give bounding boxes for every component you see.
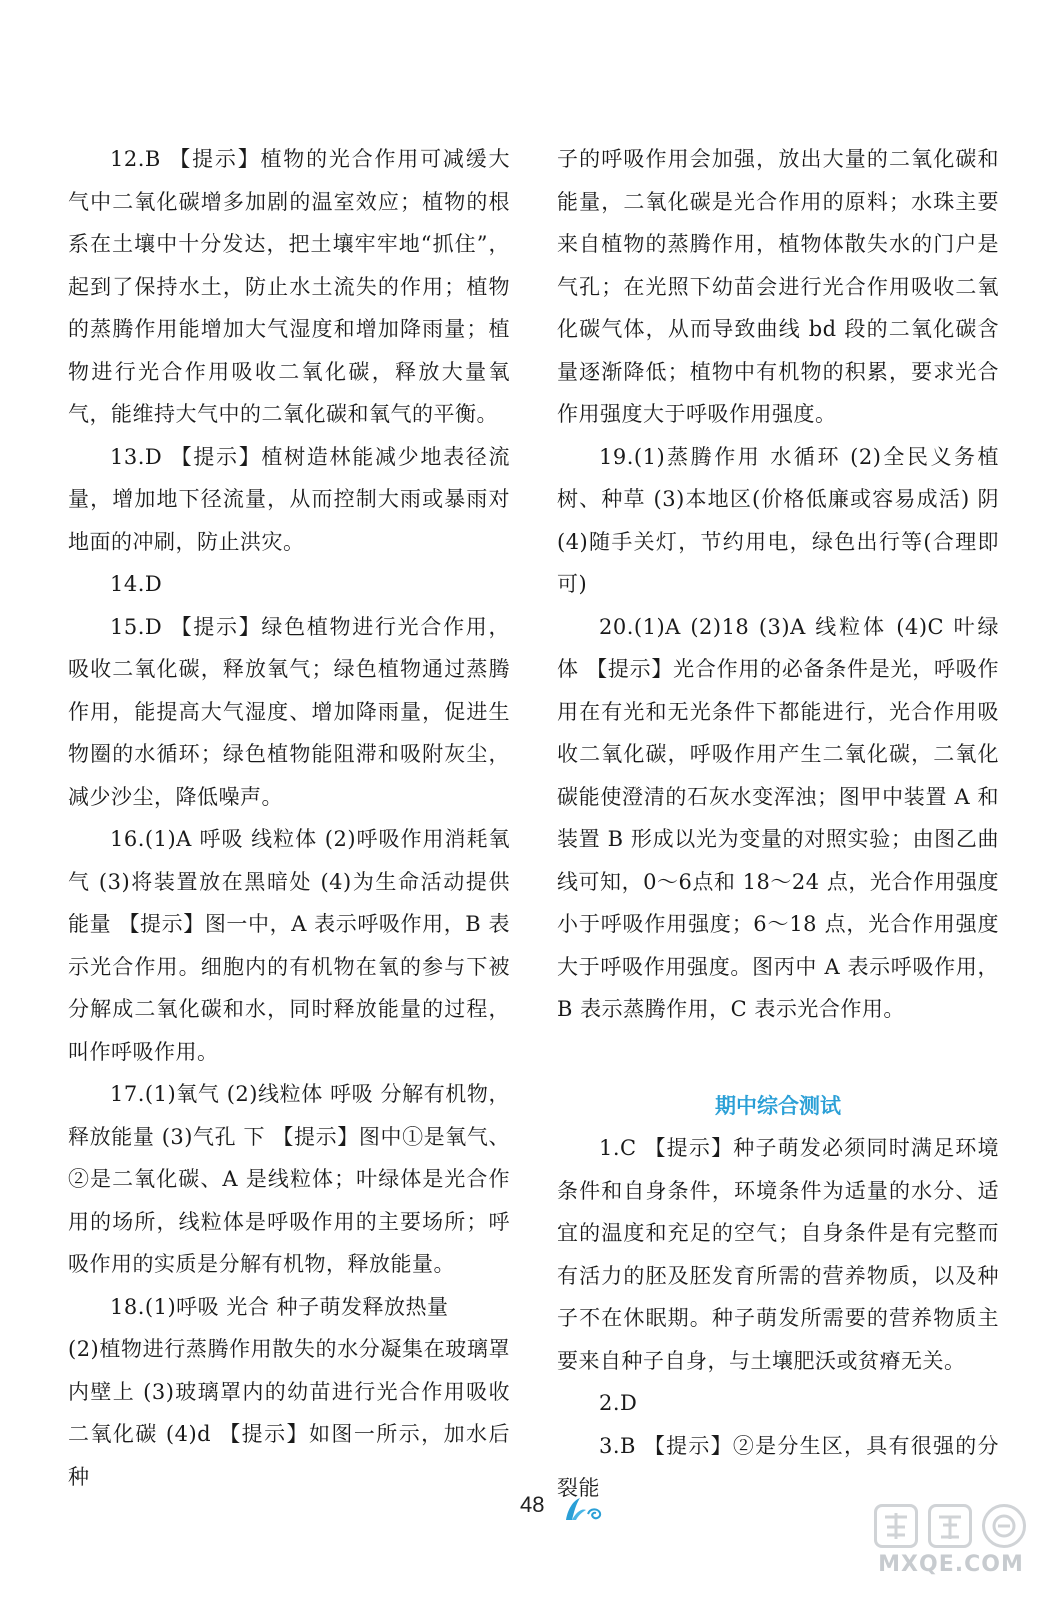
leaf-swirl-icon — [562, 1494, 604, 1524]
left-column — [68, 138, 510, 1498]
answer-17: 17.(1)氧气 (2)线粒体 呼吸 分解有机物，释放能量 (3)气孔 下 【提示】图中①是氧气、②是二氧化碳、A 是线粒体；叶绿体是光合作用的场所，线粒体是呼吸作用的主要场所；呼吸作用的实质是分解有机物，释放能量。 — [68, 1082, 510, 1276]
section-title: 期中综合测试 — [715, 1094, 841, 1118]
watermark-box — [874, 1504, 918, 1548]
answer-16: 16.(1)A 呼吸 线粒体 (2)呼吸作用消耗氧气 (3)将装置放在黑暗处 (4)为生命活动提供能量 【提示】图一中，A 表示呼吸作用，B 表示光合作用。细胞内的有机物在氧的参与下被分解成二氧化碳和水，同时释放能量的过程，叫作呼吸作用。 — [68, 827, 510, 1064]
answer-18-continued: (2)植物进行蒸腾作用散失的水分凝集在玻璃罩内壁上 (3)玻璃罩内的幼苗进行光合作用吸收二氧化碳 (4)d 【提示】如图一所示，加水后种 — [68, 1337, 510, 1489]
answer-18: 18.(1)呼吸 光合 种子萌发释放热量 — [110, 1294, 449, 1319]
midterm-answer-2: 2.D — [599, 1391, 638, 1415]
answer-19: 19.(1)蒸腾作用 水循环 (2)全民义务植树、种草 (3)本地区(价格低廉或容易成活) 阴 (4)随手关灯，节约用电，绿色出行等(合理即可) — [557, 444, 999, 596]
watermark-glyph-icon — [877, 1507, 915, 1545]
page-number: 48 — [520, 1492, 545, 1517]
midterm-answer-1: 1.C 【提示】种子萌发必须同时满足环境条件和自身条件，环境条件为适量的水分、适宜的温度和充足的空气；自身条件是有完整而有活力的胚及胚发育所需的营养物质，以及种子不在休眠期。种子萌发所需要的营养物质主要来自种子自身，与土壤肥沃或贫瘠无关。 — [557, 1136, 999, 1373]
right-column — [557, 138, 999, 1031]
answer-14: 14.D — [110, 572, 163, 596]
watermark — [866, 1498, 1036, 1584]
answer-13: 13.D 【提示】植树造林能减少地表径流量，增加地下径流量，从而控制大雨或暴雨对地面的冲刷，防止洪灾。 — [68, 444, 510, 554]
answer-15: 15.D 【提示】绿色植物进行光合作用，吸收二氧化碳，释放氧气；绿色植物通过蒸腾作用，能提高大气湿度、增加降雨量，促进生物圈的水循环；绿色植物能阻滞和吸附灰尘，减少沙尘，降低噪声。 — [68, 614, 510, 809]
answer-12: 12.B 【提示】植物的光合作用可减缓大气中二氧化碳增多加剧的温室效应；植物的根系在土壤中十分发达，把土壤牢牢地“抓住”，起到了保持水土，防止水土流失的作用；植物的蒸腾作用能增加大气湿度和增加降雨量；植物进行光合作用吸收二氧化碳，释放大量氧气，能维持大气中的二氧化碳和氧气的平衡。 — [68, 147, 510, 426]
answer-20: 20.(1)A (2)18 (3)A 线粒体 (4)C 叶绿体 【提示】光合作用的必备条件是光，呼吸作用在有光和无光条件下都能进行，光合作用吸收二氧化碳，呼吸作用产生二氧化碳，二氧化碳能使澄清的石灰水变浑浊；图甲中装置 A 和装置 B 形成以光为变量的对照实验；由图乙曲线可知，0～6点和 18～24 点，光合作用强度小于呼吸作用强度；6～18 点，光合作用强度大于呼吸作用强度。图丙中 A 表示呼吸作用，B 表示蒸腾作用，C 表示光合作用。 — [557, 614, 999, 1021]
answer-18-continued-2: 子的呼吸作用会加强，放出大量的二氧化碳和能量，二氧化碳是光合作用的原料；水珠主要来自植物的蒸腾作用，植物体散失水的门户是气孔；在光照下幼苗会进行光合作用吸收二氧化碳气体，从而导致曲线 bd 段的二氧化碳含量逐渐降低；植物中有机物的积累，要求光合作用强度大于呼吸作用强度。 — [557, 147, 999, 426]
watermark-glyph-icon — [985, 1507, 1023, 1545]
midterm-section — [557, 1085, 999, 1510]
watermark-box — [982, 1504, 1026, 1548]
watermark-box — [928, 1504, 972, 1548]
watermark-glyph-icon — [931, 1507, 969, 1545]
midterm-answer-3: 3.B 【提示】②是分生区，具有很强的分裂能 — [557, 1433, 999, 1500]
watermark-text: MXQE.COM — [878, 1552, 1024, 1577]
